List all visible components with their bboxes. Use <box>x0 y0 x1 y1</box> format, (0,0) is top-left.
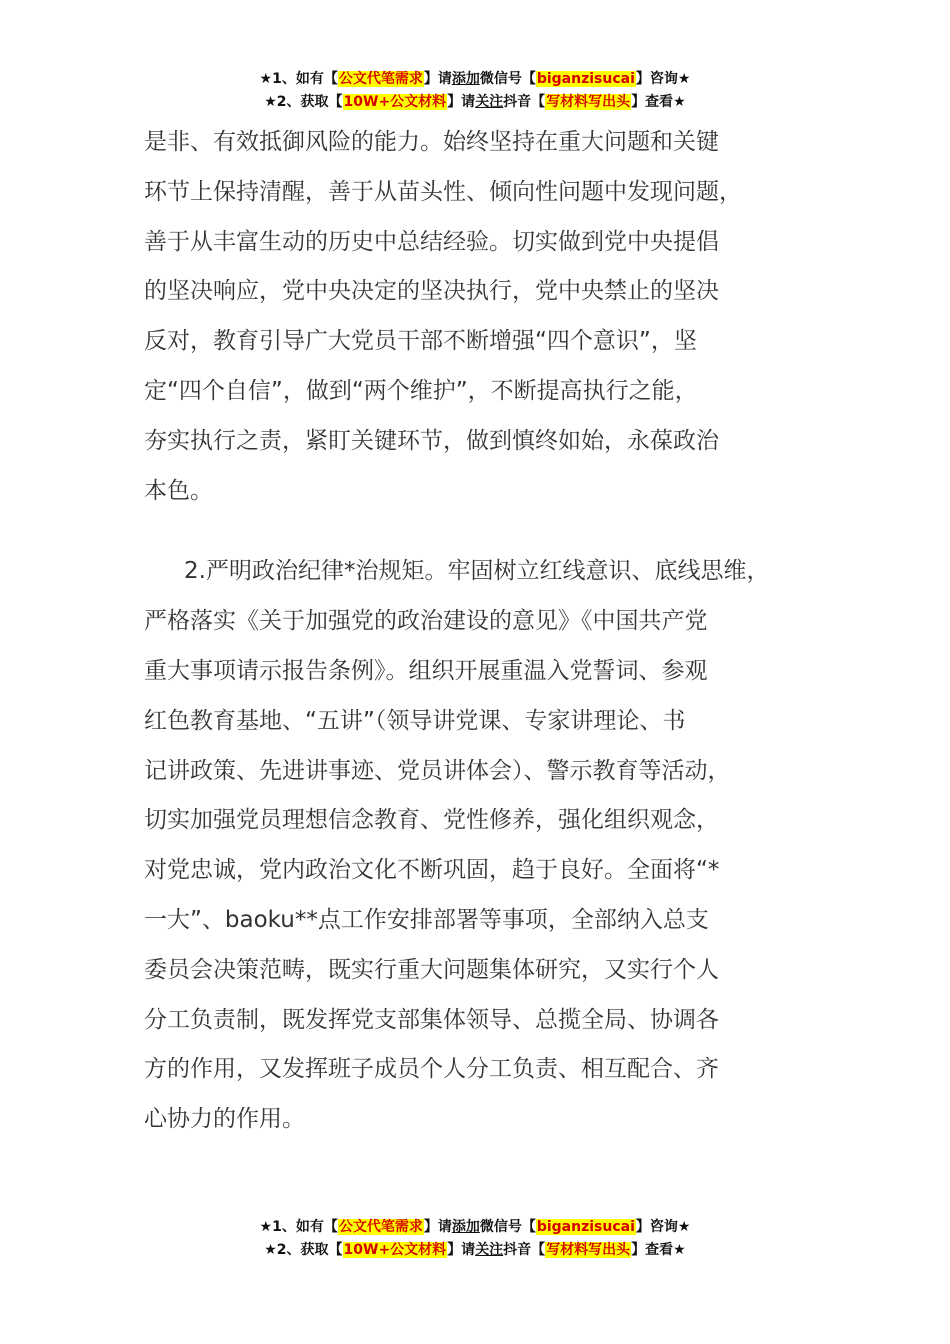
banner-highlight: 10W+公文材料 <box>343 94 447 110</box>
banner-line-1 <box>0 1216 950 1239</box>
banner-text: 】请 <box>423 1219 452 1235</box>
text-line: 切实加强党员理想信念教育、党性修养，强化组织观念， <box>144 807 719 834</box>
banner-highlight: 写材料写出头 <box>546 94 631 110</box>
text-line: 心协力的作用。 <box>144 1106 305 1133</box>
banner-line-2 <box>0 91 950 114</box>
banner-text: 微信号【 <box>479 1219 536 1235</box>
banner-text: ★1、如有【 <box>259 71 338 87</box>
banner-text: 微信号【 <box>479 71 536 87</box>
text-line: 反对，教育引导广大党员干部不断增强“四个意识”，坚 <box>144 328 697 355</box>
text-line: 方的作用，又发挥班子成员个人分工负责、相互配合、齐 <box>144 1056 719 1083</box>
paragraph <box>144 118 864 516</box>
text-line: 分工负责制，既发挥党支部集体领导、总揽全局、协调各 <box>144 1006 719 1033</box>
banner-text: 】咨询★ <box>635 71 691 87</box>
banner-highlight: biganzisucai <box>536 71 635 87</box>
banner-text: ★2、获取【 <box>264 94 343 110</box>
banner-highlight: 写材料写出头 <box>546 1242 631 1258</box>
banner-line-1 <box>0 68 950 91</box>
text-line: 是非、有效抵御风险的能力。始终坚持在重大问题和关键 <box>144 129 719 155</box>
text-line: 善于从丰富生动的历史中总结经验。切实做到党中央提倡 <box>144 228 719 255</box>
banner-highlight: 公文代笔需求 <box>338 71 423 87</box>
text-line: 夯实执行之责，紧盯关键环节，做到慎终如始，永葆政治 <box>144 427 719 454</box>
text-line: 严格落实《关于加强党的政治建设的意见》《中国共产党 <box>144 608 708 635</box>
text-line: 2.严明政治纪律*治规矩。牢固树立红线意识、底线思维， <box>184 558 770 585</box>
banner-text: ★1、如有【 <box>259 1219 338 1235</box>
paragraph <box>144 547 864 1145</box>
text-line: 的坚决响应，党中央决定的坚决执行，党中央禁止的坚决 <box>144 278 719 305</box>
banner-text: 】请 <box>447 1242 476 1258</box>
banner-text: 抖音【 <box>503 1242 546 1258</box>
banner-highlight: 10W+公文材料 <box>343 1242 447 1258</box>
banner-emphasis: 关注 <box>475 94 504 110</box>
text-line: 定“四个自信”，做到“两个维护”，不断提高执行之能， <box>144 377 698 404</box>
banner-text: ★2、获取【 <box>264 1242 343 1258</box>
banner-emphasis: 添加 <box>451 71 480 87</box>
banner-highlight: 公文代笔需求 <box>338 1219 423 1235</box>
banner-text: 】查看★ <box>631 1242 686 1258</box>
text-line: 委员会决策范畴，既实行重大问题集体研究，又实行个人 <box>144 956 719 983</box>
banner-emphasis: 添加 <box>451 1219 480 1235</box>
text-line: 红色教育基地、“五讲”（领导讲党课、专家讲理论、书 <box>144 707 686 734</box>
banner-text: 】请 <box>447 94 476 110</box>
footer-banner <box>0 1216 950 1262</box>
banner-line-2 <box>0 1239 950 1262</box>
banner-text: 抖音【 <box>503 94 546 110</box>
text-line: 记讲政策、先进讲事迹、党员讲体会）、警示教育等活动， <box>144 757 731 784</box>
text-line: 本色。 <box>144 477 213 504</box>
banner-emphasis: 关注 <box>475 1242 504 1258</box>
banner-text: 】查看★ <box>631 94 686 110</box>
banner-text: 】请 <box>423 71 452 87</box>
text-line: 环节上保持清醒，善于从苗头性、倾向性问题中发现问题， <box>144 178 742 205</box>
banner-text: 】咨询★ <box>635 1219 691 1235</box>
banner-highlight: biganzisucai <box>536 1219 635 1235</box>
header-banner <box>0 68 950 114</box>
document-body <box>144 118 864 1145</box>
text-line: 重大事项请示报告条例》。组织开展重温入党誓词、参观 <box>144 657 708 684</box>
text-line: 对党忠诚，党内政治文化不断巩固，趋于良好。全面将“* <box>144 857 720 884</box>
text-line: 一大”、baoku**点工作安排部署等事项，全部纳入总支 <box>144 906 709 933</box>
